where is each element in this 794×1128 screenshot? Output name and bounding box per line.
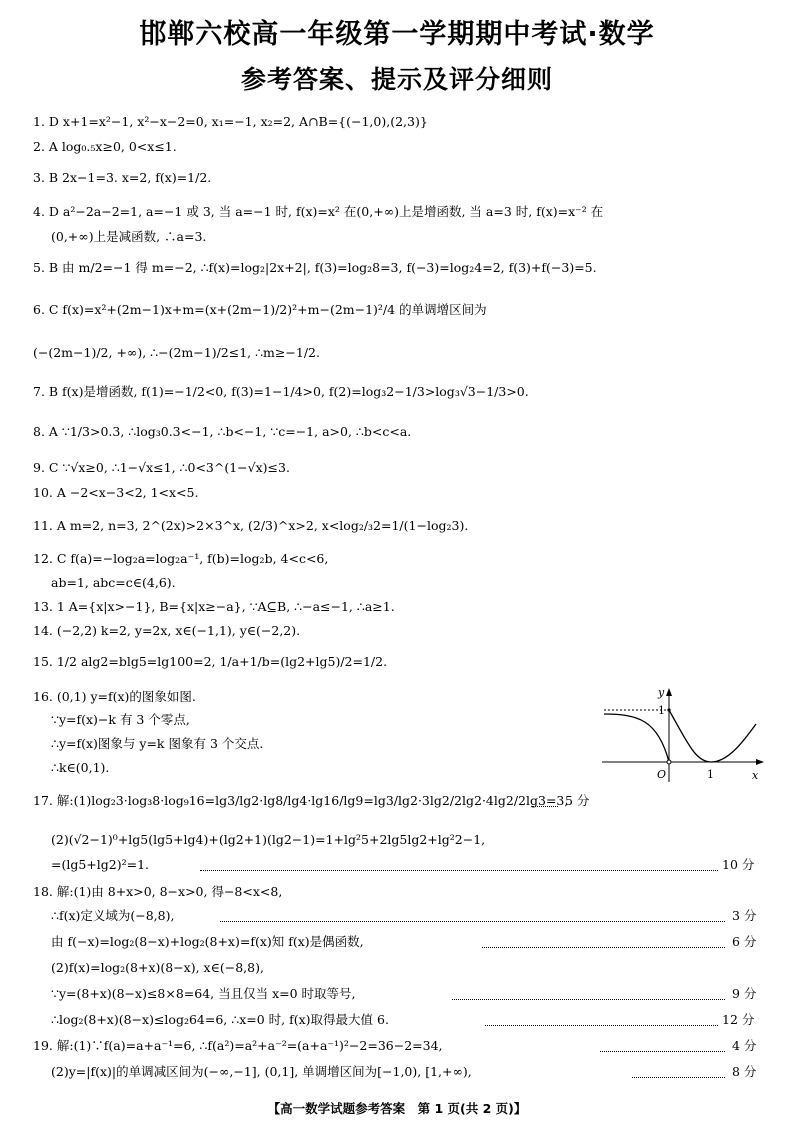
dot-leader <box>532 806 558 807</box>
answer-line: 6. C f(x)=x²+(2m−1)x+m=(x+(2m−1)/2)²+m−(2m−1)²/4 的单调增区间为 <box>33 302 487 317</box>
dot-leader <box>600 1051 725 1052</box>
page-title: 邯郸六校高一年级第一学期期中考试·数学 <box>139 19 655 50</box>
answer-line: (−(2m−1)/2, +∞), ∴−(2m−1)/2≤1, ∴m≥−1/2. <box>33 345 320 360</box>
function-graph <box>598 684 766 784</box>
answer-line: 由 f(−x)=log₂(8−x)+log₂(8+x)=f(x)知 f(x)是偶函数, <box>51 934 364 949</box>
answer-line: (2)y=|f(x)|的单调减区间为(−∞,−1], (0,1], 单调增区间为[−1,0), [1,+∞), <box>51 1064 472 1079</box>
answer-line: ∴log₂(8+x)(8−x)≤log₂64=6, ∴x=0 时, f(x)取得最大值 6. <box>51 1012 389 1027</box>
score-label: 6 分 <box>732 934 757 949</box>
answer-line: =(lg5+lg2)²=1. <box>51 857 150 872</box>
answer-line: 4. D a²−2a−2=1, a=−1 或 3, 当 a=−1 时, f(x)=x² 在(0,+∞)上是增函数, 当 a=3 时, f(x)=x⁻² 在 <box>33 204 604 219</box>
page-subtitle: 参考答案、提示及评分细则 <box>240 65 553 94</box>
score-label: 9 分 <box>732 986 757 1001</box>
answer-line: 10. A −2<x−3<2, 1<x<5. <box>33 485 199 500</box>
answer-line: ∴y=f(x)图象与 y=k 图象有 3 个交点. <box>51 736 264 751</box>
answer-line: 13. 1 A={x|x>−1}, B={x|x≥−a}, ∵A⊆B, ∴−a≤−1, ∴a≥1. <box>33 599 395 614</box>
graph-x-one-label: 1 <box>707 768 714 781</box>
graph-x-label: x <box>752 769 759 782</box>
score-label: 5 分 <box>565 793 590 808</box>
dot-leader <box>485 1025 718 1026</box>
score-label: 8 分 <box>732 1064 757 1079</box>
answer-line: 2. A log₀.₅x≥0, 0<x≤1. <box>33 139 177 154</box>
score-label: 10 分 <box>722 857 755 872</box>
dot-leader <box>632 1077 725 1078</box>
score-label: 12 分 <box>722 1012 755 1027</box>
answer-line: (0,+∞)上是减函数, ∴a=3. <box>51 229 207 244</box>
graph-y-label: y <box>658 686 665 699</box>
dot-leader <box>220 921 725 922</box>
answer-line: 9. C ∵√x≥0, ∴1−√x≤1, ∴0<3^(1−√x)≤3. <box>33 460 290 475</box>
answer-line: 15. 1/2 alg2=blg5=lg100=2, 1/a+1/b=(lg2+lg5)/2=1/2. <box>33 654 388 669</box>
dot-leader <box>452 999 725 1000</box>
answer-line: 17. 解:(1)log₂3·log₃8·log₉16=lg3/lg2·lg8/lg4·lg16/lg9=lg3/lg2·3lg2/2lg2·4lg2/2lg3=3, <box>33 793 569 808</box>
answer-line: 11. A m=2, n=3, 2^(2x)>2×3^x, (2/3)^x>2, x<log₂/₃2=1/(1−log₂3). <box>33 518 469 533</box>
answer-line: 18. 解:(1)由 8+x>0, 8−x>0, 得−8<x<8, <box>33 884 283 899</box>
answer-line: 19. 解:(1)∵f(a)=a+a⁻¹=6, ∴f(a²)=a²+a⁻²=(a+a⁻¹)²−2=36−2=34, <box>33 1038 443 1053</box>
answer-line: 5. B 由 m/2=−1 得 m=−2, ∴f(x)=log₂|2x+2|, f(3)=log₂8=3, f(−3)=log₂4=2, f(3)+f(−3)=5. <box>33 260 597 275</box>
answer-line: (2)f(x)=log₂(8+x)(8−x), x∈(−8,8), <box>51 960 264 975</box>
dot-leader <box>482 947 725 948</box>
answer-line: 14. (−2,2) k=2, y=2x, x∈(−1,1), y∈(−2,2). <box>33 623 301 638</box>
answer-line: ∵y=f(x)−k 有 3 个零点, <box>51 712 190 727</box>
answer-line: ∵y=(8+x)(8−x)≤8×8=64, 当且仅当 x=0 时取等号, <box>51 986 356 1001</box>
answer-line: ∴f(x)定义域为(−8,8), <box>51 908 175 923</box>
graph-origin-label: O <box>657 768 667 781</box>
answer-line: ∴k∈(0,1). <box>51 760 110 775</box>
answer-line: 3. B 2x−1=3. x=2, f(x)=1/2. <box>33 170 212 185</box>
answer-line: 7. B f(x)是增函数, f(1)=−1/2<0, f(3)=1−1/4>0, f(2)=log₃2−1/3>log₃√3−1/3>0. <box>33 384 529 399</box>
answer-line: 12. C f(a)=−log₂a=log₂a⁻¹, f(b)=log₂b, 4<c<6, <box>33 551 329 566</box>
dot-leader <box>200 870 718 871</box>
answer-line: ab=1, abc=c∈(4,6). <box>51 575 176 590</box>
score-label: 4 分 <box>732 1038 757 1053</box>
answer-line: (2)(√2−1)⁰+lg5(lg5+lg4)+(lg2+1)(lg2−1)=1+lg²5+2lg5lg2+lg²2−1, <box>51 832 486 847</box>
graph-y-one-label: 1 <box>658 704 665 717</box>
score-label: 3 分 <box>732 908 757 923</box>
answer-line: 8. A ∵1/3>0.3, ∴log₃0.3<−1, ∴b<−1, ∵c=−1, a>0, ∴b<c<a. <box>33 424 412 439</box>
page-footer: 【高一数学试题参考答案 第 1 页(共 2 页)】 <box>267 1101 527 1116</box>
answer-line: 1. D x+1=x²−1, x²−x−2=0, x₁=−1, x₂=2, A∩B={(−1,0),(2,3)} <box>33 114 428 129</box>
answer-line: 16. (0,1) y=f(x)的图象如图. <box>33 689 196 704</box>
